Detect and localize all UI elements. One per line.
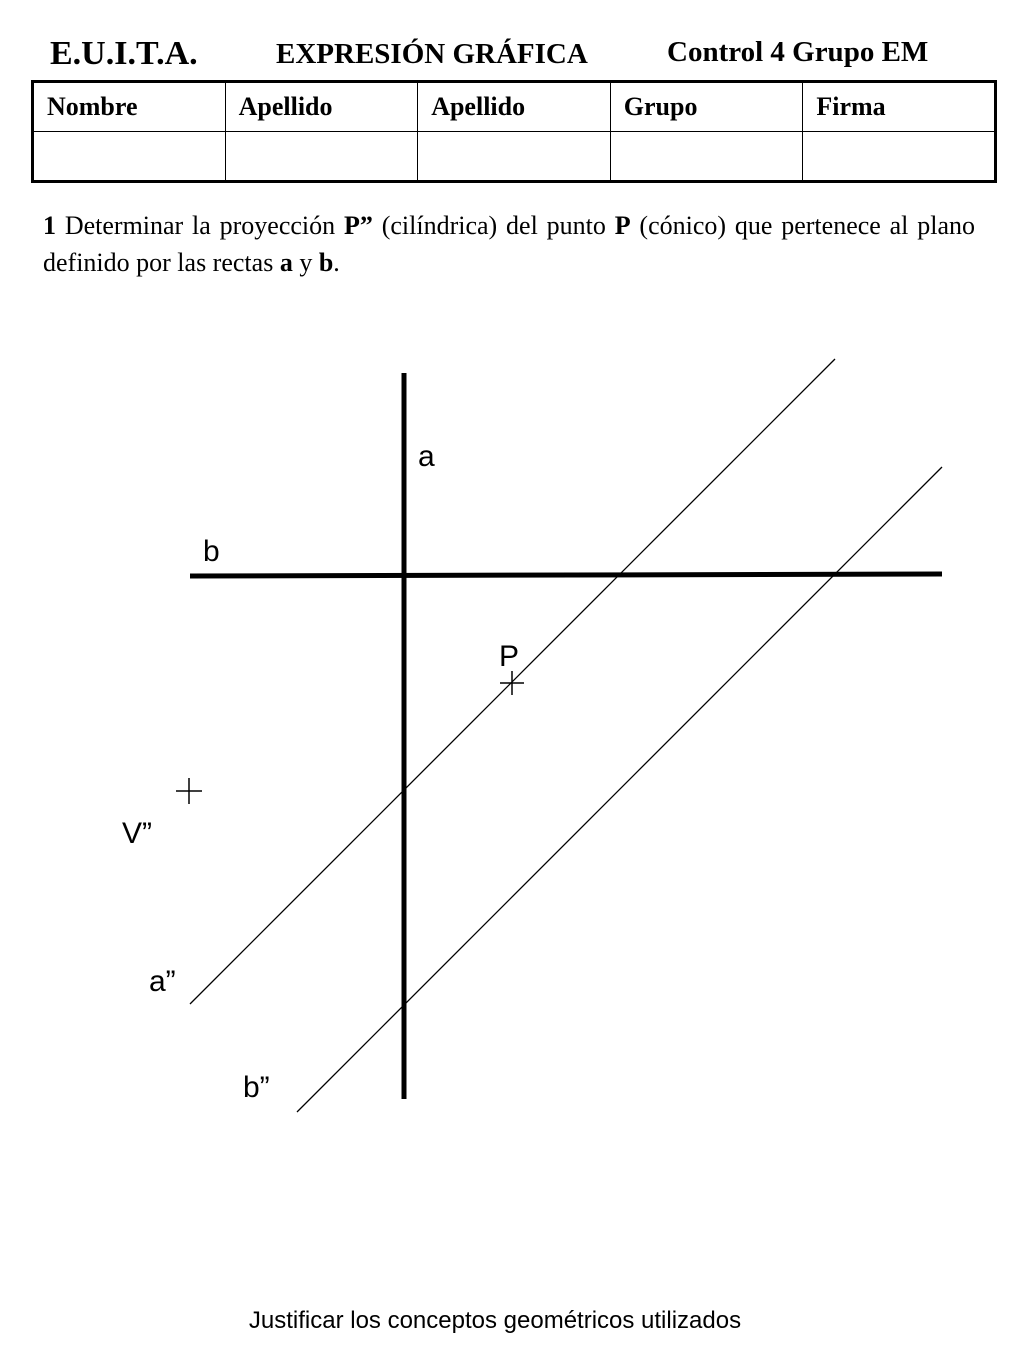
institution-name: E.U.I.T.A. [50,35,198,72]
label-a-projection: a” [149,965,176,998]
line-b [190,574,942,576]
label-a: a [418,440,435,473]
vertex-v-marker [176,778,202,804]
question-bold-3: a [279,248,293,277]
column-header-nombre: Nombre [33,82,226,132]
question-bold-4: b [318,248,334,277]
question-text-1: Determinar la proyección [56,211,344,240]
column-header-apellido-1: Apellido [225,82,418,132]
point-p-marker [500,671,524,695]
question-bold-1: P” [343,211,373,240]
question-text-2: (cilíndrica) del punto [372,211,615,240]
label-b: b [203,535,220,568]
question-number: 1 [43,211,56,240]
question-text-4: y [292,248,319,277]
subject-title: EXPRESIÓN GRÁFICA [276,38,588,70]
column-header-grupo: Grupo [610,82,803,132]
label-p: P [499,640,520,673]
column-header-apellido-2: Apellido [418,82,611,132]
column-header-firma: Firma [803,82,996,132]
footer-note: Justificar los conceptos geométricos utilizados [248,1307,742,1334]
exam-title: Control 4 Grupo EM [667,36,929,68]
label-v: V” [122,817,152,850]
line-b-projection [297,467,942,1112]
question-text-3: (cónico) que pertenece al plano definido por las rectas [43,211,976,277]
label-b-projection: b” [243,1071,270,1104]
question-text-5: . [333,248,340,277]
question-bold-2: P [614,211,631,240]
